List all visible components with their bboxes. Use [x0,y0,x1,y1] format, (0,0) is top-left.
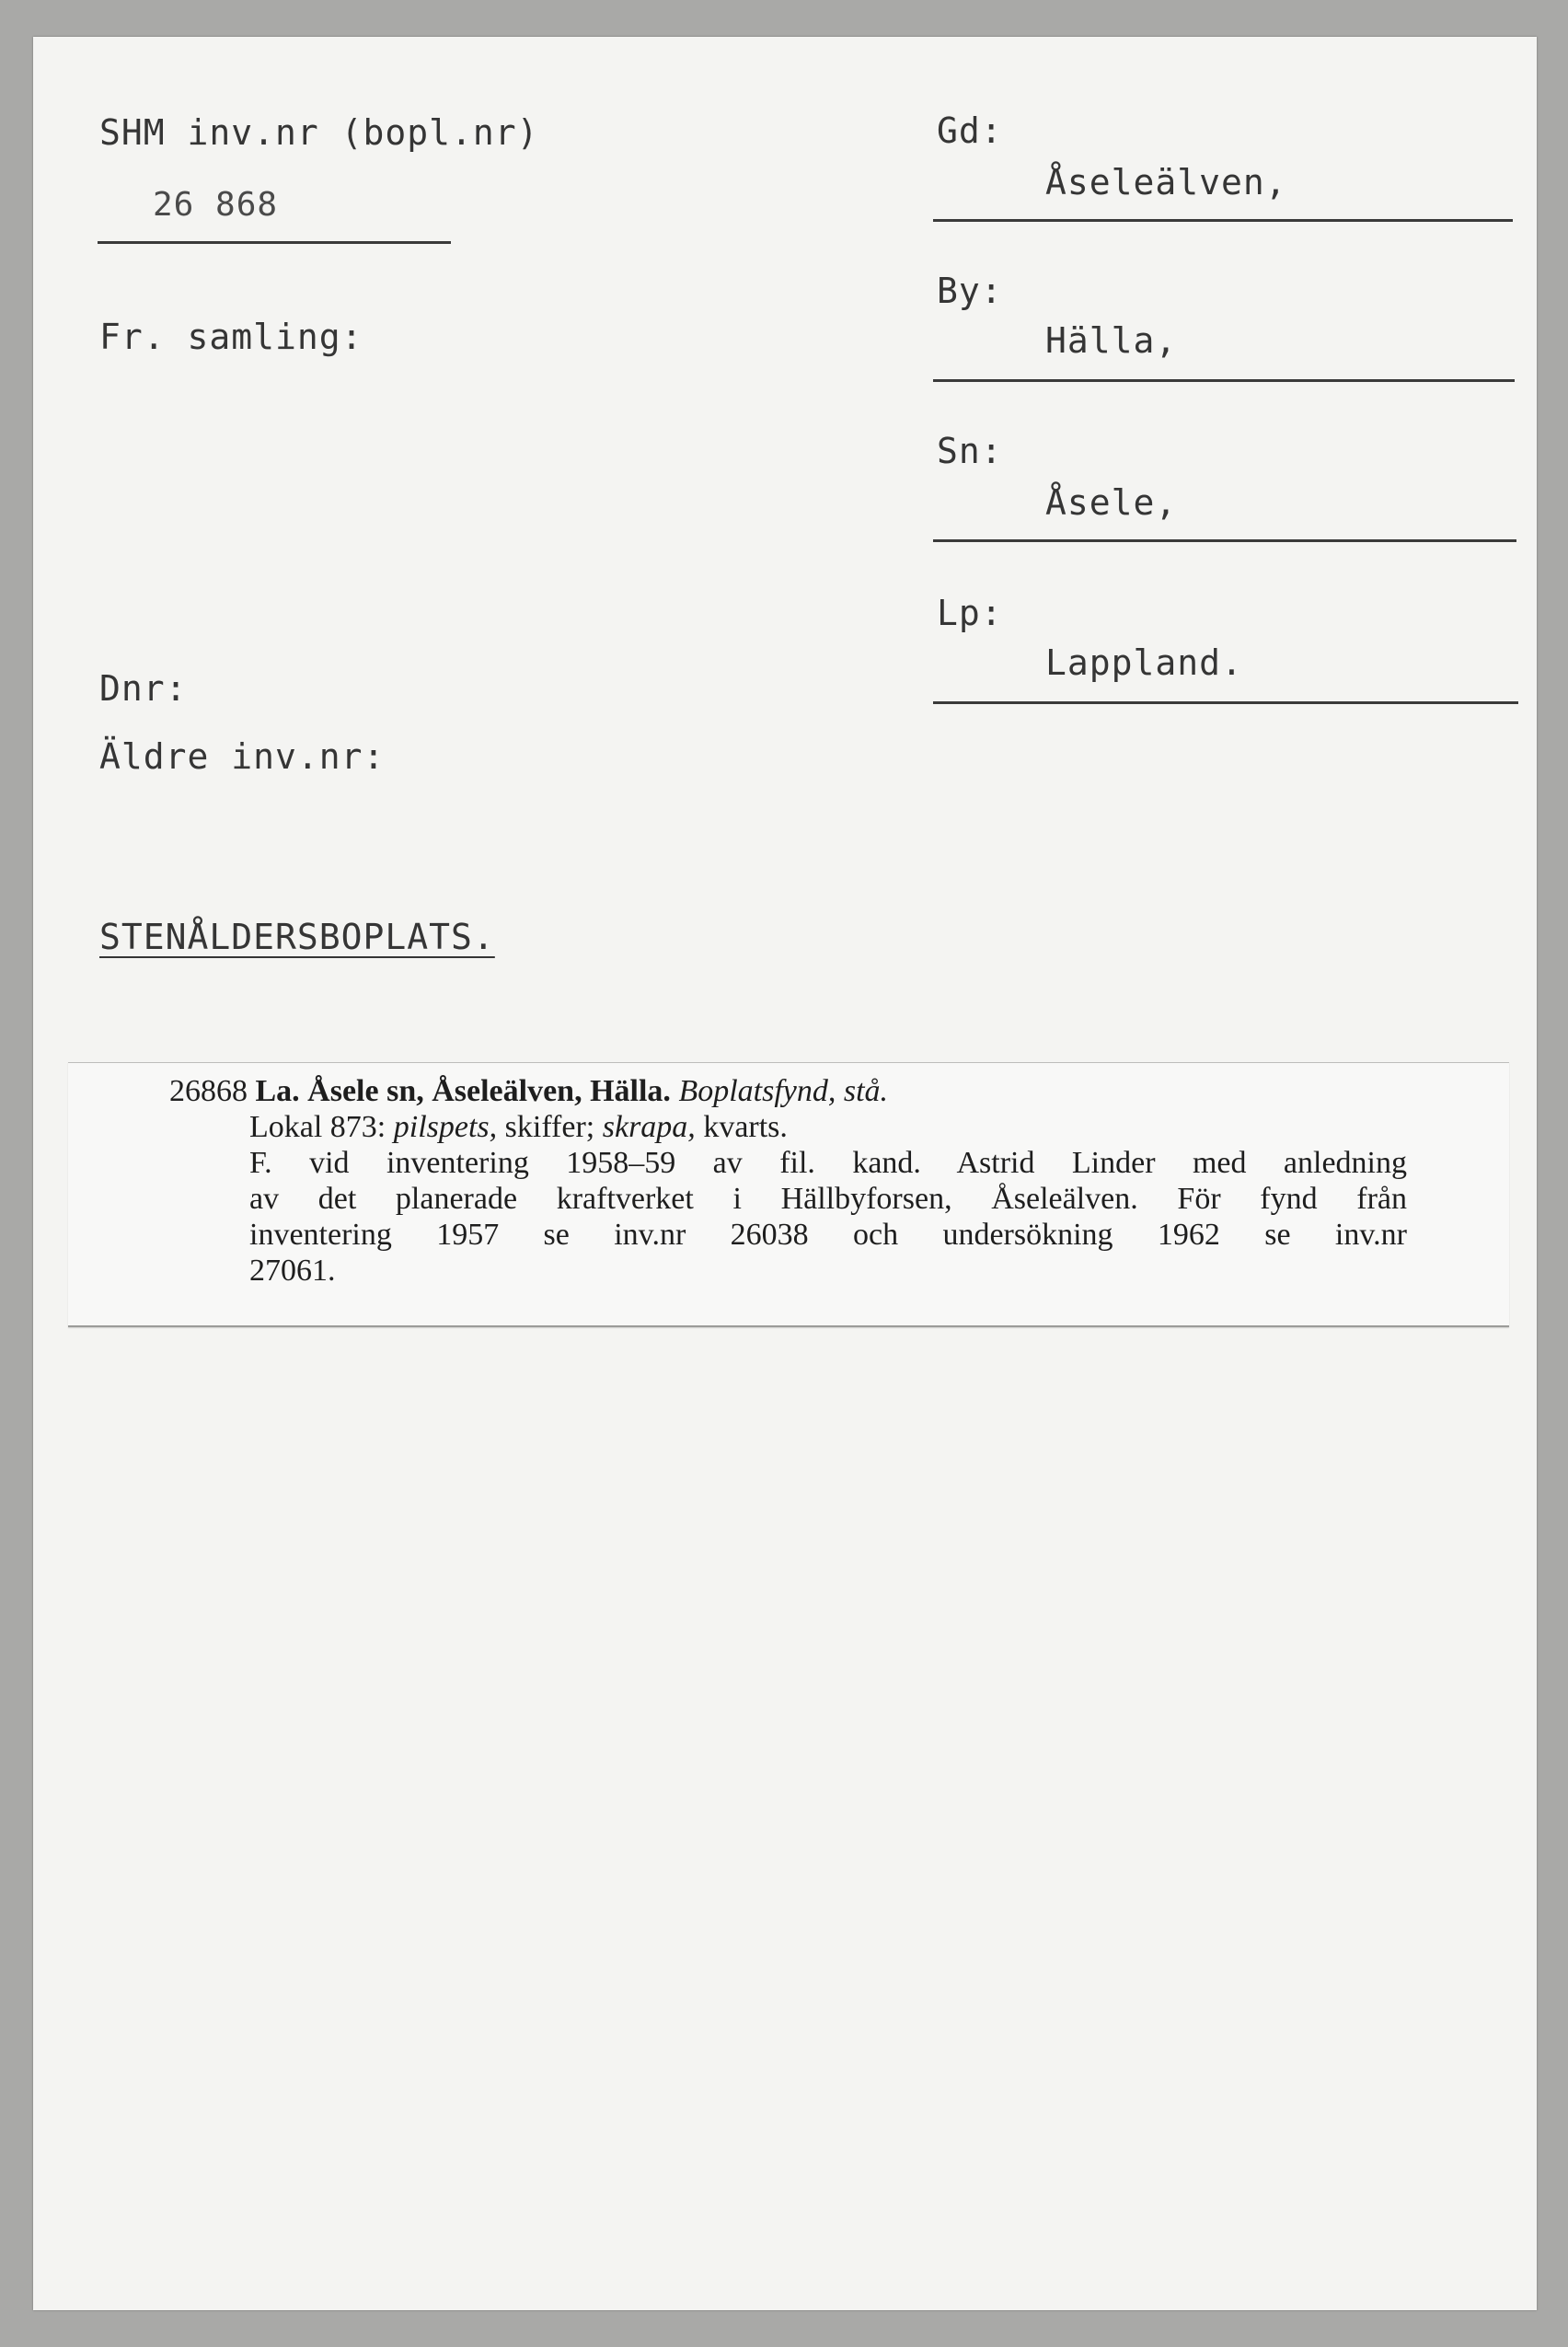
gd-value: Åseleälven, [1045,162,1287,202]
inv-nr-rule [98,241,451,244]
slip-heading: La. Åsele sn, Åseleälven, Hälla. [255,1074,671,1108]
slip-line-6: 27061. [249,1254,336,1288]
lp-rule [933,701,1518,704]
sn-label: Sn: [937,431,1003,471]
printed-slip [68,1062,1509,1327]
inv-nr-label: SHM inv.nr (bopl.nr) [99,112,539,153]
slip-number: 26868 [169,1074,248,1108]
inv-nr-value: 26 868 [153,186,279,224]
slip-line-5: inventering 1957 se inv.nr 26038 och undersökning 1962 se inv.nr [249,1218,1407,1252]
aldre-inv-label: Äldre inv.nr: [99,736,386,777]
slip-lokal-prefix: Lokal 873: [249,1110,386,1144]
gd-rule [933,219,1513,222]
by-value: Hälla, [1045,320,1178,361]
slip-line-3: F. vid inventering 1958–59 av fil. kand. Astrid Linder med anledning [249,1146,1407,1180]
slip-line-4: av det planerade kraftverket i Hällbyforsen, Åseleälven. För fynd från [249,1182,1407,1216]
gd-label: Gd: [937,110,1003,151]
by-rule [933,379,1515,382]
dnr-label: Dnr: [99,668,188,709]
slip-heading-italic: Boplatsfynd, stå. [678,1074,889,1108]
sn-value: Åsele, [1045,482,1178,523]
fr-samling-label: Fr. samling: [99,317,363,357]
slip-lokal-end: kvarts. [703,1110,788,1144]
slip-lokal-item2: skrapa, [602,1110,696,1144]
slip-lokal-item1: pilspets, [393,1110,498,1144]
lp-value: Lappland. [1045,642,1243,683]
slip-heading-line [169,1073,1407,1109]
slip-lokal-line [169,1109,1407,1145]
slip-text [169,1073,1407,1289]
lp-label: Lp: [937,593,1003,633]
sn-rule [933,539,1516,542]
by-label: By: [937,271,1003,311]
slip-lokal-mid: skiffer; [504,1110,595,1144]
category-heading: STENÅLDERSBOPLATS. [99,917,495,957]
